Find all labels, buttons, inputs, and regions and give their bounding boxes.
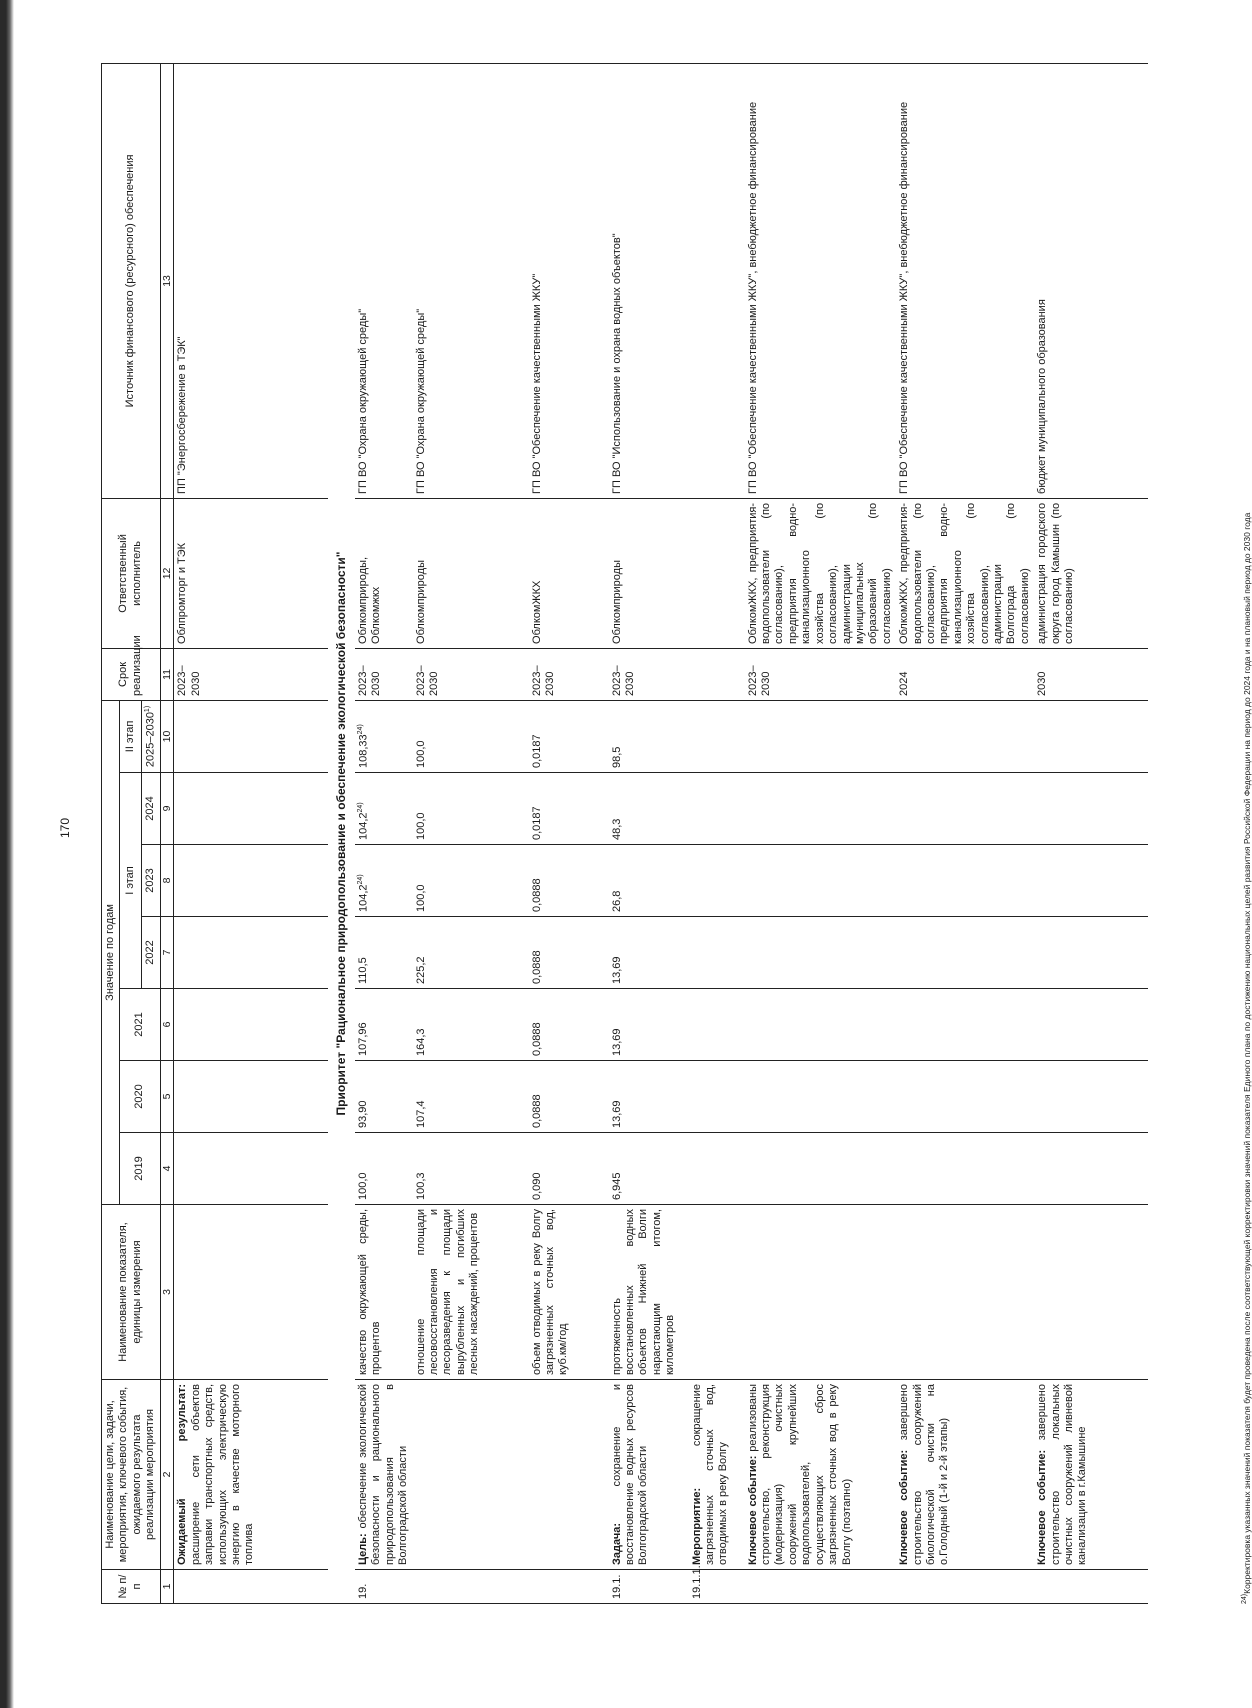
value-2019: 100,3	[413, 1133, 529, 1205]
footnote-mark: 24)	[1241, 1593, 1248, 1604]
row-source: ГП ВО "Охрана окружающей среды"	[413, 63, 529, 498]
row-source: ГП ВО "Охрана окружающей среды"	[355, 63, 413, 498]
header-2019: 2019	[120, 1133, 160, 1205]
footnote-text: Корректировка указанных значений показателя будет проведена после соответствующей корректировки значений показателя Единого плана по достижению национальных целей развития Российской Федерации на период до 2024 года и на плановый период до 2030 года	[1241, 512, 1252, 1594]
col-number: 11	[160, 648, 174, 700]
table-row	[174, 63, 329, 1603]
header-2020: 2020	[120, 1061, 160, 1133]
row-term: 2023–2030	[745, 648, 896, 700]
value-2019: 6,945	[609, 1133, 689, 1205]
row-name: Ключевое событие: завершено строительство сооружений биологической очистки на о.Голодный (1-й и 2-й этапы)	[896, 1380, 1034, 1570]
value-2023: 26,8	[609, 845, 689, 917]
header-name: Наименование цели, задачи, мероприятия, ключевого события, ожидаемого результата реализации мероприятия	[102, 1380, 161, 1570]
row-source: бюджет муниципального образования	[1034, 63, 1148, 498]
value-2021: 107,96	[355, 989, 413, 1061]
header-num: № п/п	[102, 1570, 161, 1604]
value-2025-2030: 108,33$^{24)}$	[355, 700, 413, 772]
row-executor: Облкомприроды	[413, 498, 529, 648]
row-term: 2030	[1034, 648, 1148, 700]
row-executor: Облпромторг и ТЭК	[174, 498, 329, 648]
table-row	[1034, 63, 1148, 1603]
value-2022: 0,0888	[529, 917, 609, 989]
value-2024: 100,0	[413, 773, 529, 845]
col-number: 9	[160, 773, 174, 845]
row-term: 2023–2030	[609, 648, 689, 700]
row-num: 19.	[355, 1570, 413, 1604]
table-row	[609, 63, 689, 1603]
value-2019: 100,0	[355, 1133, 413, 1205]
row-indicator: отношение площади лесовосстановления и лесоразведения к площади вырубленных и погибших лесных насаждений, процентов	[413, 1205, 529, 1380]
row-name: Ключевое событие: реализованы строительство, реконструкция (модернизация) очистных сооружений крупнейших водопользователей, осуществляющих сброс загрязненных сточных вод в реку Волгу (поэтапно)	[745, 1380, 896, 1570]
row-indicator: объем отводимых в реку Волгу загрязненных сточных вод, куб.км/год	[529, 1205, 609, 1380]
header-values-by-year: Значение по годам	[102, 700, 120, 1204]
table-row	[529, 63, 609, 1603]
row-name: Задача: сохранение и восстановление водных ресурсов Волгоградской области	[609, 1380, 689, 1570]
value-2023: 0,0888	[529, 845, 609, 917]
row-name: Цель: обеспечение экологической безопасности и рационального природопользования в Волгоградской области	[355, 1380, 413, 1570]
row-executor: ОблкомЖКХ	[529, 498, 609, 648]
value-2023: 100,0	[413, 845, 529, 917]
row-executor: ОблкомЖКХ, предприятия-водопользователи (по согласованию), предприятия водно-канализационного хозяйства (по согласованию), администрации Волгограда (по согласованию)	[896, 498, 1034, 648]
row-executor: Облкомприроды, Облкомжкх	[355, 498, 413, 648]
row-num: 19.1.	[609, 1570, 689, 1604]
table-row	[689, 63, 745, 1603]
table-row	[745, 63, 896, 1603]
col-number: 3	[160, 1205, 174, 1380]
row-indicator: качество окружающей среды, процентов	[355, 1205, 413, 1380]
row-num: 19.1.1.	[689, 1570, 745, 1604]
col-number: 1	[160, 1570, 174, 1604]
value-2023: 104,2$^{24)}$	[355, 845, 413, 917]
col-number: 5	[160, 1061, 174, 1133]
row-source: ГП ВО "Обеспечение качественными ЖКУ"	[529, 63, 609, 498]
value-2024: 0,0187	[529, 773, 609, 845]
row-source: ПП "Энергосбережение в ТЭК"	[174, 63, 329, 498]
row-term: 2023–2030	[529, 648, 609, 700]
value-2020: 93,90	[355, 1061, 413, 1133]
value-2022: 13,69	[609, 917, 689, 989]
table-row	[896, 63, 1034, 1603]
row-executor: Облкомприроды	[609, 498, 689, 648]
header-executor: Ответственный исполнитель	[102, 498, 161, 648]
col-number: 12	[160, 498, 174, 648]
value-2025-2030: 0,0187	[529, 700, 609, 772]
header-term: Срок реализации	[102, 648, 161, 700]
header-2022: 2022	[141, 917, 160, 989]
priority-row	[328, 63, 355, 1603]
header-indicator: Наименование показателя, единицы измерения	[102, 1205, 161, 1380]
row-term: 2023–2030	[413, 648, 529, 700]
value-2024: 104,2$^{24)}$	[355, 773, 413, 845]
col-number: 4	[160, 1133, 174, 1205]
value-2022: 225,2	[413, 917, 529, 989]
header-stage1: I этап	[120, 773, 141, 989]
value-2021: 0,0888	[529, 989, 609, 1061]
table-row	[413, 63, 529, 1603]
row-term: 2023–2030	[355, 648, 413, 700]
header-2025-2030: 2025–2030$^{1)}$	[141, 700, 160, 772]
col-number: 10	[160, 700, 174, 772]
header-stage2: II этап	[120, 700, 141, 772]
value-2020: 0,0888	[529, 1061, 609, 1133]
row-term: 2023–2030	[174, 648, 329, 700]
col-number: 6	[160, 989, 174, 1061]
value-2024: 48,3	[609, 773, 689, 845]
value-2020: 13,69	[609, 1061, 689, 1133]
row-name: Ключевое событие: завершено строительство локальных очистных сооружений ливневой канализации в г.Камышине	[1034, 1380, 1148, 1570]
value-2019: 0,090	[529, 1133, 609, 1205]
header-2023: 2023	[141, 845, 160, 917]
header-2021: 2021	[120, 989, 160, 1061]
col-number: 13	[160, 63, 174, 498]
value-2020: 107,4	[413, 1061, 529, 1133]
row-source: ГП ВО "Обеспечение качественными ЖКУ", внебюджетное финансирование	[896, 63, 1034, 498]
row-source: ГП ВО "Обеспечение качественными ЖКУ", внебюджетное финансирование	[745, 63, 896, 498]
table-row	[355, 63, 413, 1603]
value-2021: 13,69	[609, 989, 689, 1061]
rotated-page	[101, 64, 1252, 1604]
header-source: Источник финансового (ресурсного) обеспечения	[102, 63, 161, 498]
footnote	[1241, 64, 1252, 1604]
col-number: 2	[160, 1380, 174, 1570]
scan-left-edge	[0, 0, 14, 1708]
priority-title: Приоритет "Рациональное природопользование и обеспечение экологической безопасности"	[328, 63, 355, 1603]
value-2025-2030: 100,0	[413, 700, 529, 772]
column-number-row	[160, 63, 174, 1603]
row-indicator: протяженность восстановленных водных объектов Нижней Волги нарастающим итогом, километров	[609, 1205, 689, 1380]
table-body	[174, 63, 1148, 1603]
row-name: Ожидаемый результат: расширение сети объектов заправки транспортных средств, использующих электрическую энергию в качестве моторного топлива	[174, 1380, 329, 1570]
table-header	[102, 63, 174, 1603]
page-number: 170	[58, 817, 72, 839]
row-name: Мероприятие: сокращение загрязненных сточных вод, отводимых в реку Волгу	[689, 1380, 745, 1570]
col-number: 8	[160, 845, 174, 917]
header-2024: 2024	[141, 773, 160, 845]
col-number: 7	[160, 917, 174, 989]
row-executor: администрация городского округа город Камышин (по согласованию)	[1034, 498, 1148, 648]
row-source: ГП ВО "Использование и охрана водных объектов"	[609, 63, 689, 498]
row-num	[174, 1570, 329, 1604]
row-term: 2024	[896, 648, 1034, 700]
value-2021: 164,3	[413, 989, 529, 1061]
program-table	[101, 63, 1148, 1604]
row-executor: ОблкомЖКХ, предприятия-водопользователи (по согласованию), предприятия водно-канализационного хозяйства (по согласованию), администрации муниципальных образований (по согласованию)	[745, 498, 896, 648]
value-2022: 110,5	[355, 917, 413, 989]
value-2025-2030: 98,5	[609, 700, 689, 772]
